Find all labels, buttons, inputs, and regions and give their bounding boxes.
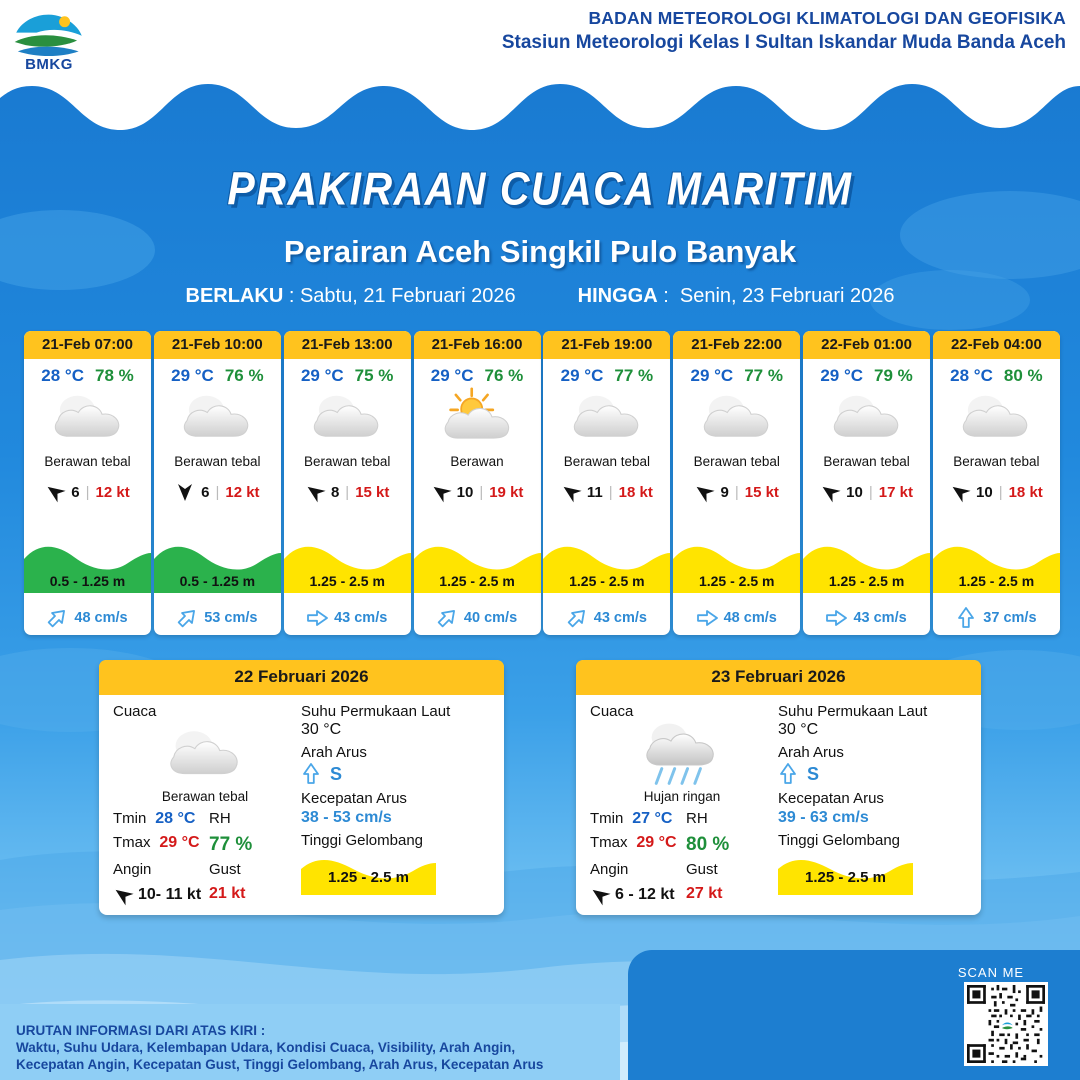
daily-angin-value: 10- 11 kt [138,886,202,903]
daily-tmax-cell [590,834,686,856]
footer-legend-line2: Kecepatan Angin, Kecepatan Gust, Tinggi Gelombang, Arah Arus, Kecepatan Arus [16,1057,544,1072]
daily-arus-dir-label: Arah Arus [301,744,367,761]
cloudy-icon [823,387,911,450]
hourly-wind-speed: 15 kt [355,483,390,501]
org-name-line2: Stasiun Meteorologi Kelas I Sultan Iskandar Muda Banda Aceh [501,32,1066,53]
hourly-time: 21-Feb 10:00 [154,331,281,359]
hourly-current-speed: 37 cm/s [983,610,1037,626]
hourly-forecast-card [414,331,541,635]
hourly-current [154,607,281,629]
daily-date: 23 Februari 2026 [576,660,981,695]
valid-from-value: Sabtu, 21 Februari 2026 [299,285,516,307]
footer-legend-heading: URUTAN INFORMASI DARI ATAS KIRI : [16,1023,266,1038]
hourly-wave-height: 1.25 - 2.5 m [309,573,385,589]
daily-gust-value-cell [209,885,297,905]
daily-rh-value-cell [686,834,774,856]
daily-tmin-rh-row [113,810,297,828]
hourly-condition: Berawan tebal [953,454,1040,469]
hourly-wave-height: 1.25 - 2.5 m [569,573,645,589]
daily-tmin-value: 27 °C [632,810,673,827]
hourly-time: 21-Feb 13:00 [284,331,411,359]
hourly-condition: Berawan tebal [823,454,910,469]
daily-tmin-value: 28 °C [155,810,196,827]
daily-gust-label-cell [686,861,774,879]
hourly-current-speed: 48 cm/s [74,610,128,626]
daily-angin-label: Angin [590,861,629,878]
daily-wave-box [778,853,913,895]
hourly-weather-icon [673,388,800,450]
current-direction-icon [306,608,328,628]
hourly-forecast-card [933,331,1060,635]
page-header [0,0,1080,84]
hourly-current [933,607,1060,629]
hourly-humidity: 77 % [744,366,783,385]
header-text [502,8,1066,54]
cloudy-icon [159,722,251,788]
daily-arus-spd-value: 39 - 63 cm/s [778,809,869,826]
hourly-wave-height: 0.5 - 1.25 m [179,573,256,589]
hourly-current [414,607,541,629]
hourly-wind [803,482,930,502]
cloudy-icon [303,387,391,450]
wind-separator: | [479,483,484,501]
hourly-wind-value: 6 [71,483,80,501]
hourly-humidity: 79 % [874,366,913,385]
hourly-weather-icon [803,388,930,450]
hourly-weather-icon [543,388,670,450]
daily-wave-value: 1.25 - 2.5 m [805,869,886,886]
wind-direction-icon [427,478,455,506]
hourly-temperature: 29 °C [820,366,864,385]
daily-angin-label-cell [113,861,209,879]
wind-separator: | [85,483,90,501]
hourly-wind-value: 10 [976,483,993,501]
hourly-humidity: 76 % [224,366,264,385]
daily-tmax-value: 29 °C [636,834,677,851]
daily-weather-icon [590,722,774,788]
hourly-humidity: 77 % [614,366,654,385]
daily-arus-spd-value: 38 - 53 cm/s [301,809,392,826]
daily-angin-gust-label-row [590,861,774,879]
daily-cuaca-label: Cuaca [590,703,634,720]
wind-direction-icon [109,881,137,909]
daily-gust-value-cell [686,885,774,905]
hourly-wind-speed: 12 kt [95,483,130,501]
hourly-condition: Berawan tebal [44,454,131,469]
daily-left-column [113,703,297,905]
daily-angin-gust-value-row [590,885,774,905]
daily-gust-value: 21 kt [209,885,246,902]
hourly-humidity: 76 % [484,366,524,385]
hourly-temperature: 29 °C [171,366,214,385]
daily-body [576,695,981,905]
org-name-line1: BADAN METEOROLOGI KLIMATOLOGI DAN GEOFISIKA [588,8,1066,28]
hourly-temp-humidity [803,366,930,386]
current-direction-icon [172,603,202,633]
hourly-temp-humidity [543,366,670,386]
hourly-forecast-card [154,331,281,635]
current-direction-icon [432,603,462,633]
hourly-wind-value: 6 [201,483,210,501]
daily-sst-label: Suhu Permukaan Laut [778,703,928,720]
footer-legend-line1: Waktu, Suhu Udara, Kelembapan Udara, Kondisi Cuaca, Visibility, Arah Angin, [16,1040,516,1055]
hourly-wave-height: 1.25 - 2.5 m [958,573,1035,589]
current-direction-icon [301,763,321,785]
hourly-wind-value: 9 [720,483,729,501]
hourly-forecast-card [673,331,800,635]
daily-gust-value: 27 kt [686,885,723,902]
daily-gust-label: Gust [209,861,241,878]
hourly-current [24,607,151,629]
hourly-wind-value: 8 [330,483,340,501]
daily-weather-icon [113,722,297,788]
daily-tmax-cell [113,834,209,856]
page-title: PRAKIRAAN CUACA MARITIM [227,163,853,215]
daily-tmin-cell [113,810,209,828]
hourly-current-speed: 43 cm/s [853,610,907,626]
hourly-current [673,607,800,629]
hourly-humidity: 78 % [94,366,134,385]
hourly-time: 21-Feb 07:00 [24,331,151,359]
hourly-temp-humidity [154,366,281,386]
daily-wave-box [301,853,436,895]
rain-icon [636,719,728,791]
daily-angin-label-cell [590,861,686,879]
hourly-weather-icon [933,388,1060,450]
hourly-condition: Berawan tebal [693,454,780,469]
page-subtitle: Perairan Aceh Singkil Pulo Banyak [283,234,797,269]
cloudy-icon [44,387,132,450]
daily-wave-label: Tinggi Gelombang [301,832,424,849]
hourly-temperature: 29 °C [300,366,344,385]
current-direction-icon [825,608,847,628]
daily-rh-label: RH [686,810,708,827]
valid-to-label: HINGGA [577,285,658,307]
daily-forecast-row [0,660,1080,915]
scan-me-label: SCAN ME [957,965,1025,980]
cloudy-icon [952,387,1040,450]
wind-separator: | [215,483,220,501]
hourly-time: 22-Feb 01:00 [803,331,930,359]
daily-wave-label: Tinggi Gelombang [778,832,901,849]
valid-to: HINGGA : Senin, 23 Februari 2026 [577,285,895,307]
wind-direction-icon [691,478,719,506]
daily-angin-value-cell [590,885,686,905]
hourly-temp-humidity [24,366,151,386]
hourly-wind [24,482,151,502]
hourly-current-speed: 53 cm/s [204,610,258,626]
wind-direction-icon [946,478,974,506]
daily-condition: Hujan ringan [643,789,721,804]
daily-rh-value: 77 % [209,834,253,855]
daily-gust-label: Gust [686,861,718,878]
header-scallop-decoration [0,72,1080,152]
current-direction-icon [562,603,592,633]
hourly-temperature: 29 °C [430,366,474,385]
daily-gust-label-cell [209,861,297,879]
qr-code-image [967,985,1045,1063]
daily-right-column [774,703,967,905]
hourly-wind-speed: 19 kt [489,483,524,501]
wind-direction-icon [557,478,585,506]
hourly-time: 21-Feb 19:00 [543,331,670,359]
daily-tmax-label: Tmax [590,834,628,851]
daily-angin-label: Angin [113,861,152,878]
hourly-wind [154,482,281,502]
hourly-forecast-card [543,331,670,635]
daily-forecast-card [99,660,504,915]
daily-rh-value: 80 % [686,834,730,855]
hourly-weather-icon [154,388,281,450]
hourly-wave-height: 0.5 - 1.25 m [49,573,126,589]
hourly-current [284,607,411,629]
hourly-wind [933,482,1060,502]
daily-arus-dir-label: Arah Arus [778,744,844,761]
hourly-weather-icon [24,388,151,450]
wind-direction-icon [586,881,614,909]
daily-angin-value-cell [113,885,209,905]
footer-legend-text [16,1023,543,1072]
hourly-condition: Berawan tebal [174,454,261,469]
current-direction-icon [778,763,798,785]
hourly-wind-speed: 17 kt [878,483,913,501]
hourly-forecast-card [24,331,151,635]
hourly-current-speed: 48 cm/s [723,610,777,626]
daily-rh-label: RH [209,810,231,827]
current-direction-icon [696,608,718,628]
hourly-humidity: 75 % [354,366,394,385]
hourly-wind-speed: 12 kt [225,483,260,501]
daily-tmax-label: Tmax [113,834,151,851]
valid-to-value: Senin, 23 Februari 2026 [679,285,895,307]
daily-sst-label: Suhu Permukaan Laut [301,703,451,720]
daily-tmax-rhvalue-row [590,834,774,856]
wind-direction-icon [301,478,329,506]
daily-angin-gust-value-row [113,885,297,905]
daily-body [99,695,504,905]
daily-arus-spd-label: Kecepatan Arus [778,790,884,807]
daily-tmin-cell [590,810,686,828]
hourly-forecast-row [24,331,1060,635]
hourly-time: 22-Feb 04:00 [933,331,1060,359]
hourly-humidity: 80 % [1003,366,1043,385]
current-direction-icon [956,607,976,629]
daily-tmin-label: Tmin [590,810,624,827]
daily-forecast-card [576,660,981,915]
hourly-time: 21-Feb 22:00 [673,331,800,359]
daily-wave-value: 1.25 - 2.5 m [328,869,409,886]
partly-cloudy-icon [433,387,521,450]
daily-rh-cell [686,810,774,828]
hourly-weather-icon [414,388,541,450]
hourly-wind [543,482,670,502]
daily-arus-spd-label: Kecepatan Arus [301,790,407,807]
wind-direction-icon [41,478,69,506]
hourly-wind [414,482,541,502]
hourly-temp-humidity [284,366,411,386]
daily-arus-dir-value: S [807,763,820,784]
daily-right-column [297,703,490,905]
bmkg-logo-label: BMKG [25,56,73,73]
hourly-current-speed: 43 cm/s [334,610,388,626]
hourly-temp-humidity [673,366,800,386]
hourly-current-speed: 43 cm/s [593,610,647,626]
hourly-temp-humidity [933,366,1060,386]
daily-date: 22 Februari 2026 [99,660,504,695]
hourly-time: 21-Feb 16:00 [414,331,541,359]
wind-direction-icon [175,482,195,502]
daily-arus-dir-row [778,763,967,785]
hourly-current [543,607,670,629]
hourly-condition: Berawan tebal [304,454,391,469]
hourly-wave-height: 1.25 - 2.5 m [698,573,775,589]
hourly-current-speed: 40 cm/s [463,610,518,626]
daily-rh-value-cell [209,834,297,856]
hourly-wind-speed: 18 kt [618,483,653,501]
daily-sst-value: 30 °C [778,721,819,738]
hourly-condition: Berawan [450,454,504,469]
wind-separator: | [734,483,739,501]
hourly-temperature: 29 °C [690,366,734,385]
current-direction-icon [43,603,73,633]
hourly-current [803,607,930,629]
hourly-temp-humidity [414,366,541,386]
cloudy-icon [693,387,781,450]
qr-code[interactable] [964,982,1048,1066]
daily-tmin-rh-row [590,810,774,828]
hourly-forecast-card [803,331,930,635]
daily-sst-value: 30 °C [301,721,342,738]
hourly-weather-icon [284,388,411,450]
daily-angin-value: 6 - 12 kt [615,886,675,903]
daily-tmin-label: Tmin [113,810,147,827]
daily-left-column [590,703,774,905]
hourly-wind-speed: 18 kt [1008,483,1043,501]
daily-condition: Berawan tebal [161,789,249,804]
daily-arus-dir-value: S [330,763,343,784]
daily-cuaca-label: Cuaca [113,703,157,720]
hourly-temperature: 28 °C [950,366,993,385]
wind-separator: | [345,483,350,501]
daily-arus-dir-row [301,763,490,785]
wind-separator: | [608,483,613,501]
hourly-wave-height: 1.25 - 2.5 m [439,573,515,589]
hourly-temperature: 28 °C [41,366,84,385]
daily-angin-gust-label-row [113,861,297,879]
hourly-temperature: 29 °C [560,366,604,385]
hourly-wind [284,482,411,502]
cloudy-icon [563,387,651,450]
hourly-wind [673,482,800,502]
wind-separator: | [998,483,1003,501]
hourly-wind-value: 11 [586,483,603,501]
valid-from: BERLAKU : Sabtu, 21 Februari 2026 [185,285,516,307]
hourly-wind-speed: 15 kt [744,483,779,501]
wind-separator: | [868,483,873,501]
validity-row [0,285,1080,308]
hourly-condition: Berawan tebal [563,454,651,469]
hourly-wind-value: 10 [846,483,863,501]
valid-from-label: BERLAKU [185,285,284,307]
daily-tmax-value: 29 °C [159,834,200,851]
hourly-wind-value: 10 [456,483,474,501]
daily-tmax-rhvalue-row [113,834,297,856]
cloudy-icon [173,387,261,450]
hourly-wave-height: 1.25 - 2.5 m [828,573,905,589]
hourly-forecast-card [284,331,411,635]
wind-direction-icon [816,478,844,506]
daily-rh-cell [209,810,297,828]
